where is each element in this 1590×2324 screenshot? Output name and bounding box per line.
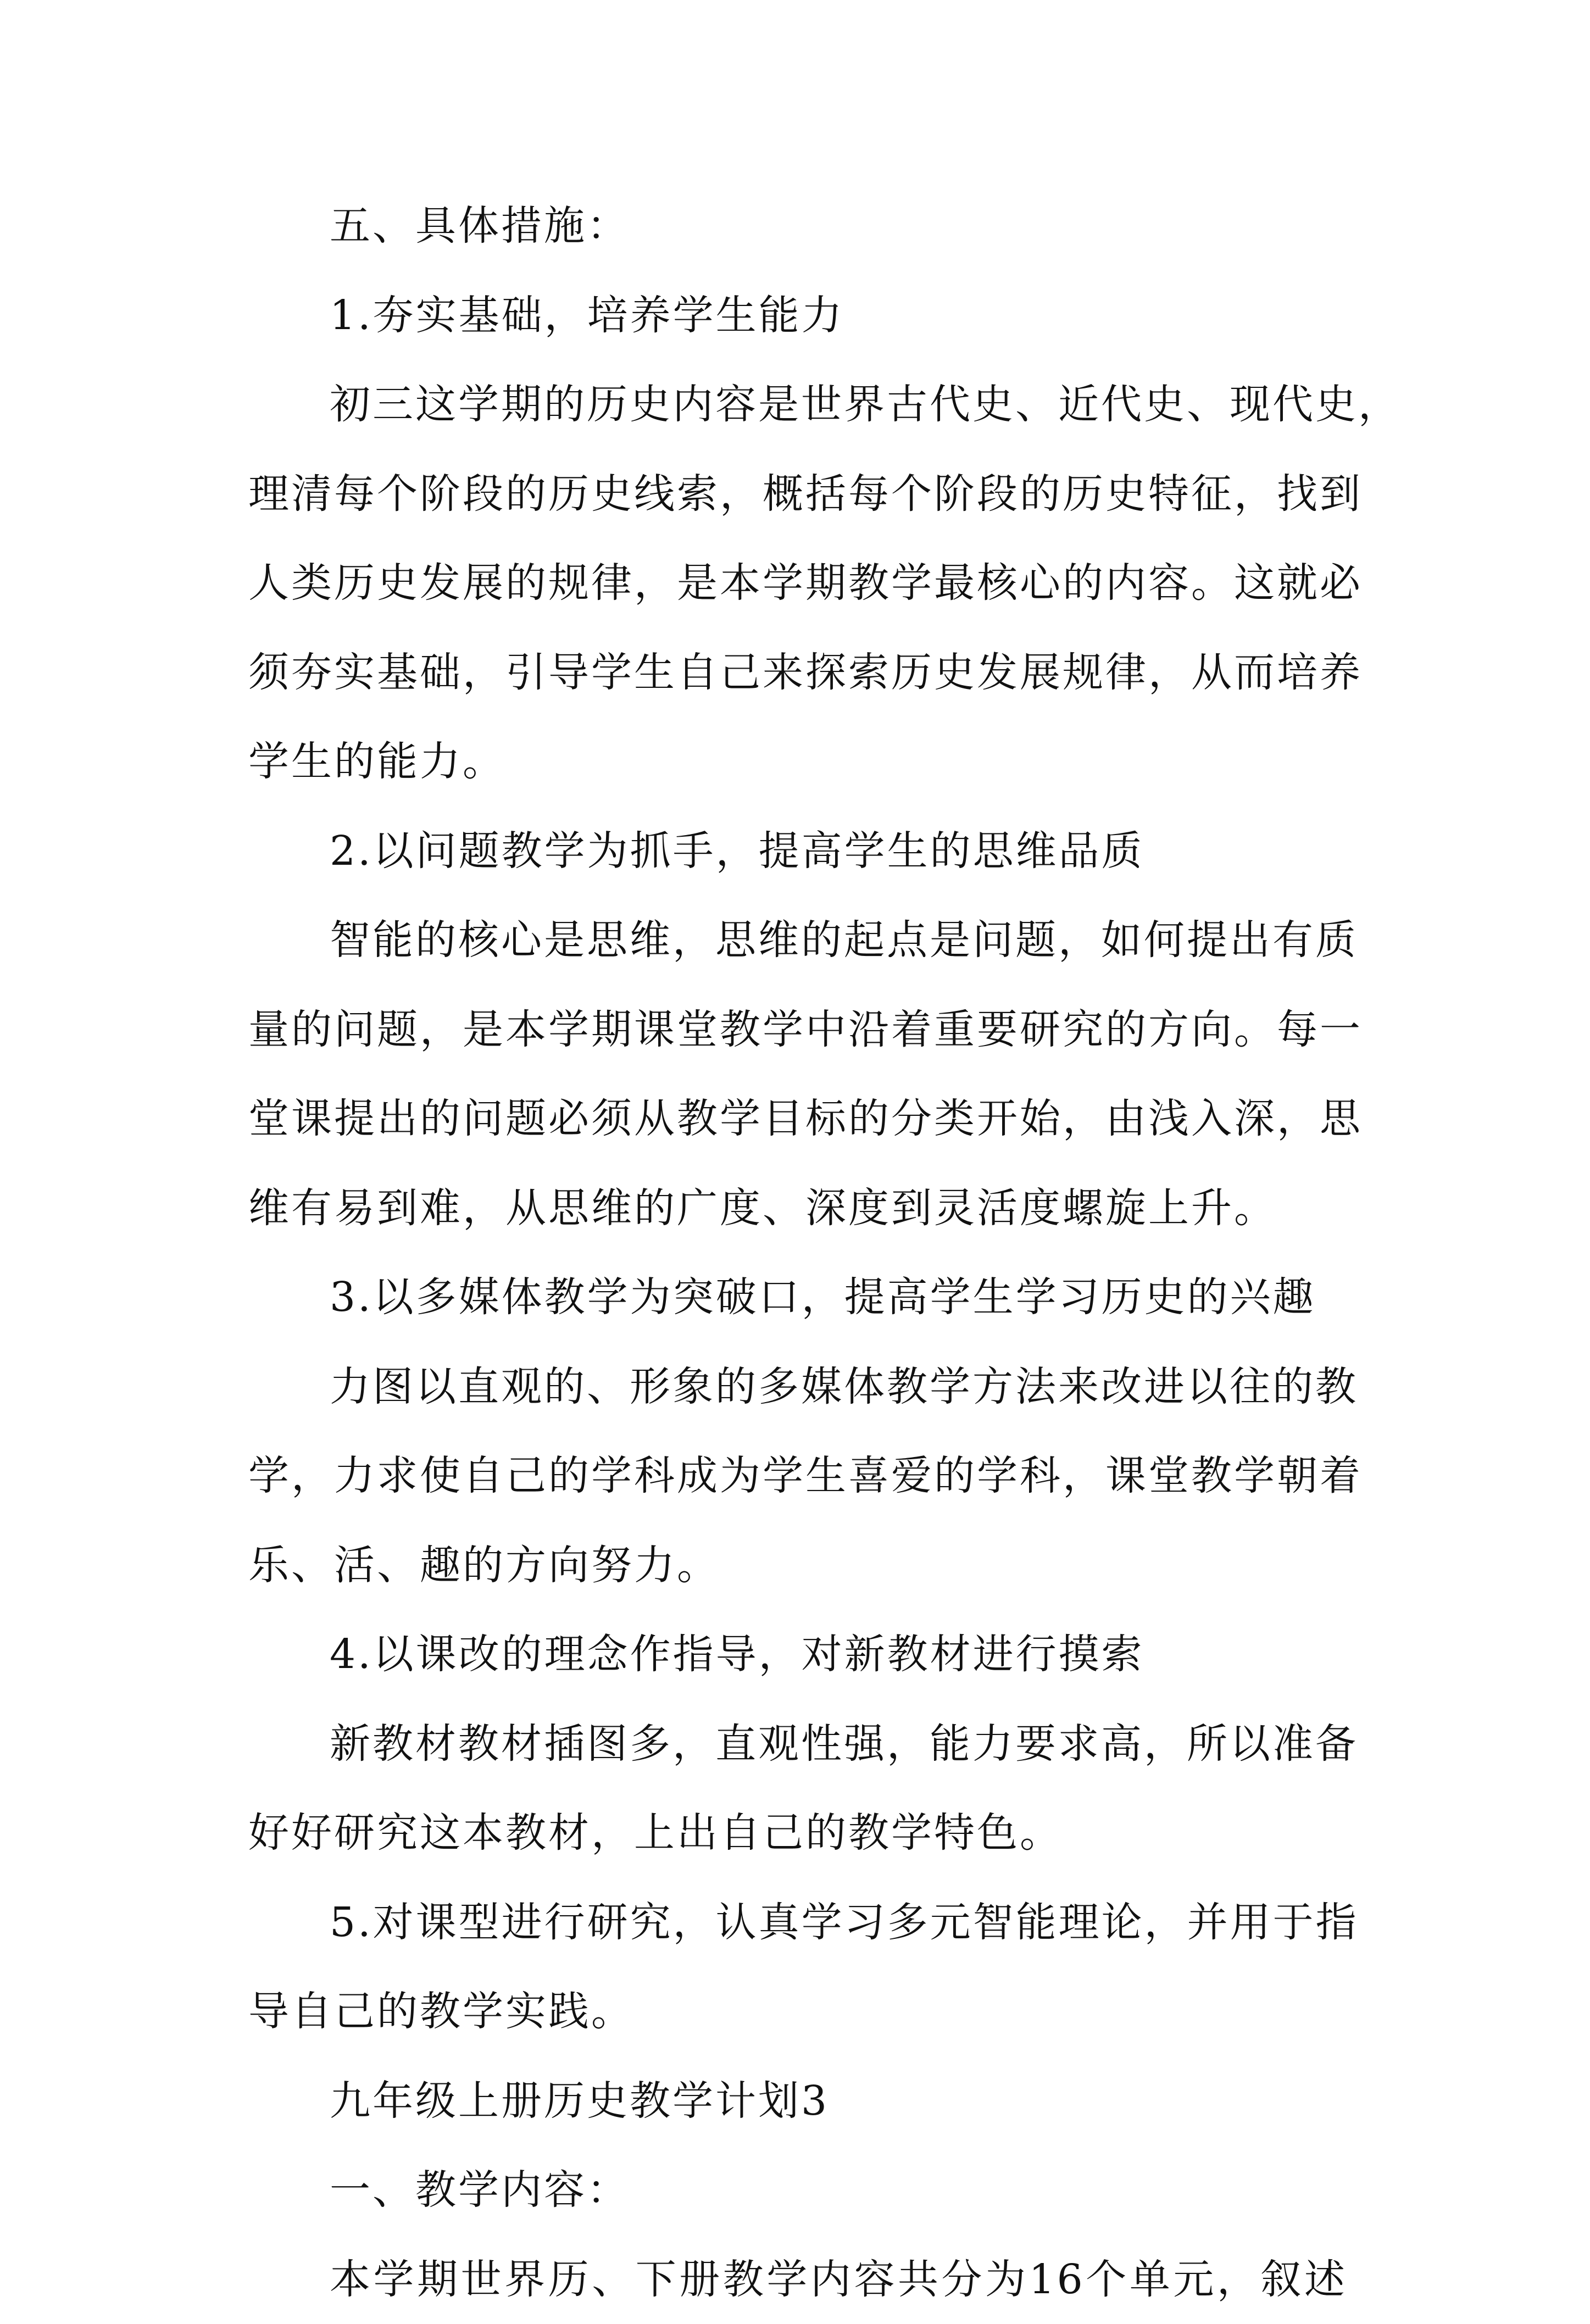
- paragraph-line: 堂课提出的问题必须从教学目标的分类开始，由浅入深，思: [248, 1074, 1347, 1164]
- paragraph-line: 学，力求使自己的学科成为学生喜爱的学科，课堂教学朝着: [248, 1431, 1347, 1521]
- paragraph-line: 人类历史发展的规律，是本学期教学最核心的内容。这就必: [248, 538, 1347, 628]
- paragraph-line: 学生的能力。: [248, 717, 1347, 807]
- item-title: 1.夯实基础，培养学生能力: [248, 271, 1347, 360]
- paragraph-line: 好好研究这本教材，上出自己的教学特色。: [248, 1788, 1347, 1878]
- paragraph-line: 维有易到难，从思维的广度、深度到灵活度螺旋上升。: [248, 1164, 1347, 1253]
- paragraph-line: 5.对课型进行研究，认真学习多元智能理论，并用于指: [248, 1878, 1347, 1967]
- paragraph-line: 量的问题，是本学期课堂教学中沿着重要研究的方向。每一: [248, 985, 1347, 1075]
- paragraph-line: 导自己的教学实践。: [248, 1967, 1347, 2056]
- plan-title: 九年级上册历史教学计划3: [248, 2056, 1347, 2146]
- paragraph-line: 乐、活、趣的方向努力。: [248, 1521, 1347, 1610]
- section-heading: 一、教学内容：: [248, 2145, 1347, 2235]
- paragraph-line: 初三这学期的历史内容是世界古代史、近代史、现代史，: [248, 360, 1347, 449]
- section-heading: 五、具体措施：: [248, 181, 1347, 271]
- paragraph-line: 智能的核心是思维，思维的起点是问题，如何提出有质: [248, 896, 1347, 985]
- paragraph-line: 新教材教材插图多，直观性强，能力要求高，所以准备: [248, 1699, 1347, 1789]
- item-title: 4.以课改的理念作指导，对新教材进行摸索: [248, 1610, 1347, 1699]
- paragraph-line: 理清每个阶段的历史线索，概括每个阶段的历史特征，找到: [248, 449, 1347, 539]
- item-title: 3.以多媒体教学为突破口，提高学生学习历史的兴趣: [248, 1253, 1347, 1342]
- paragraph-line: 力图以直观的、形象的多媒体教学方法来改进以往的教: [248, 1342, 1347, 1432]
- item-title: 2.以问题教学为抓手，提高学生的思维品质: [248, 807, 1347, 896]
- paragraph-line: 须夯实基础，引导学生自己来探索历史发展规律，从而培养: [248, 628, 1347, 718]
- document-page: [248, 181, 1347, 2324]
- paragraph-line: 本学期世界历、下册教学内容共分为16个单元，叙述: [248, 2235, 1347, 2324]
